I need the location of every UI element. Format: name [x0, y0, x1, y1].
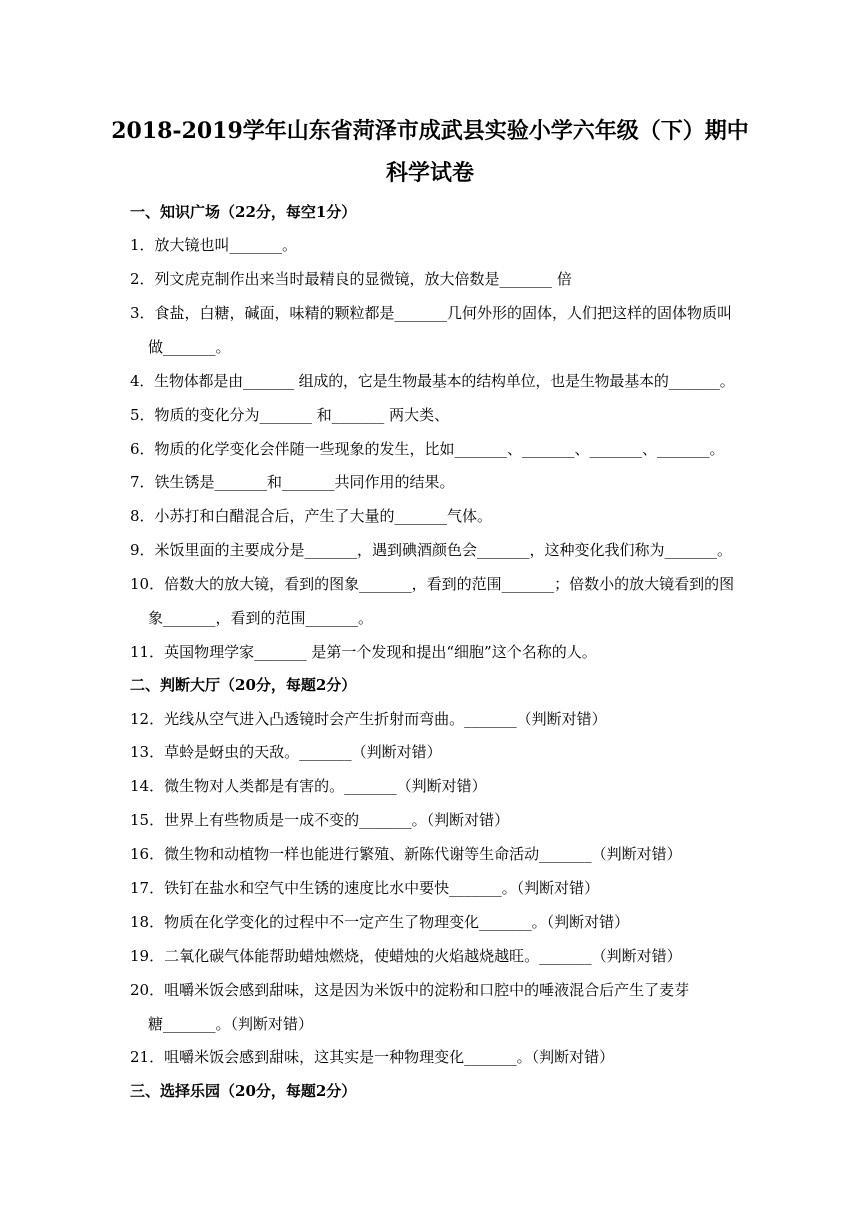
- exam-title-line-1: 2018-2019学年山东省菏泽市成武县实验小学六年级（下）期中: [111, 118, 749, 144]
- question-3: 3．食盐，白糖，碱面，味精的颗粒都是_______几何外形的固体，人们把这样的固体物质叫: [130, 304, 733, 322]
- question-14: 14．微生物对人类都是有害的。_______（判断对错）: [130, 777, 487, 795]
- question-3-continued: 做_______。: [148, 338, 231, 356]
- question-9: 9．米饭里面的主要成分是_______，遇到碘酒颜色会_______，这种变化我们称为_______。: [130, 541, 733, 559]
- exam-title-line-2: 科学试卷: [385, 160, 474, 186]
- question-20: 20．咀嚼米饭会感到甜味，这是因为米饭中的淀粉和口腔中的唾液混合后产生了麦芽: [130, 981, 690, 999]
- section-heading-1: 一、知识广场（22分，每空1分）: [130, 203, 357, 221]
- question-8: 8．小苏打和白醋混合后，产生了大量的_______气体。: [130, 507, 493, 525]
- question-17: 17．铁钉在盐水和空气中生锈的速度比水中要快_______。（判断对错）: [130, 879, 600, 897]
- question-19: 19．二氧化碳气体能帮助蜡烛燃烧，使蜡烛的火焰越烧越旺。_______（判断对错）: [130, 947, 682, 965]
- question-6: 6．物质的化学变化会伴随一些现象的发生，比如_______、_______、_______、_______。: [130, 440, 725, 458]
- question-10-continued: 象_______，看到的范围_______。: [148, 609, 374, 627]
- question-10: 10．倍数大的放大镜，看到的图象_______，看到的范围_______；倍数小的放大镜看到的图: [130, 575, 735, 593]
- question-5: 5．物质的变化分为_______ 和_______ 两大类、: [130, 406, 450, 424]
- question-2: 2．列文虎克制作出来当时最精良的显微镜，放大倍数是_______ 倍: [130, 270, 572, 288]
- question-12: 12．光线从空气进入凸透镜时会产生折射而弯曲。_______（判断对错）: [130, 710, 607, 728]
- question-15: 15．世界上有些物质是一成不变的_______。（判断对错）: [130, 811, 510, 829]
- question-4: 4．生物体都是由_______ 组成的，它是生物最基本的结构单位，也是生物最基本的_______。: [130, 372, 735, 390]
- question-7: 7．铁生锈是_______和_______共同作用的结果。: [130, 473, 455, 491]
- question-20-continued: 糖_______。（判断对错）: [148, 1015, 314, 1033]
- section-heading-3: 三、选择乐园（20分，每题2分）: [130, 1082, 357, 1100]
- question-11: 11．英国物理学家_______ 是第一个发现和提出“细胞”这个名称的人。: [130, 643, 597, 661]
- question-21: 21．咀嚼米饭会感到甜味，这其实是一种物理变化_______。（判断对错）: [130, 1048, 615, 1066]
- question-16: 16．微生物和动植物一样也能进行繁殖、新陈代谢等生命活动_______（判断对错）: [130, 845, 682, 863]
- question-18: 18．物质在化学变化的过程中不一定产生了物理变化_______。（判断对错）: [130, 913, 630, 931]
- question-1: 1．放大镜也叫_______。: [130, 236, 298, 254]
- section-heading-2: 二、判断大厅（20分，每题2分）: [130, 676, 357, 694]
- question-13: 13．草蛉是蚜虫的天敌。_______（判断对错）: [130, 743, 442, 761]
